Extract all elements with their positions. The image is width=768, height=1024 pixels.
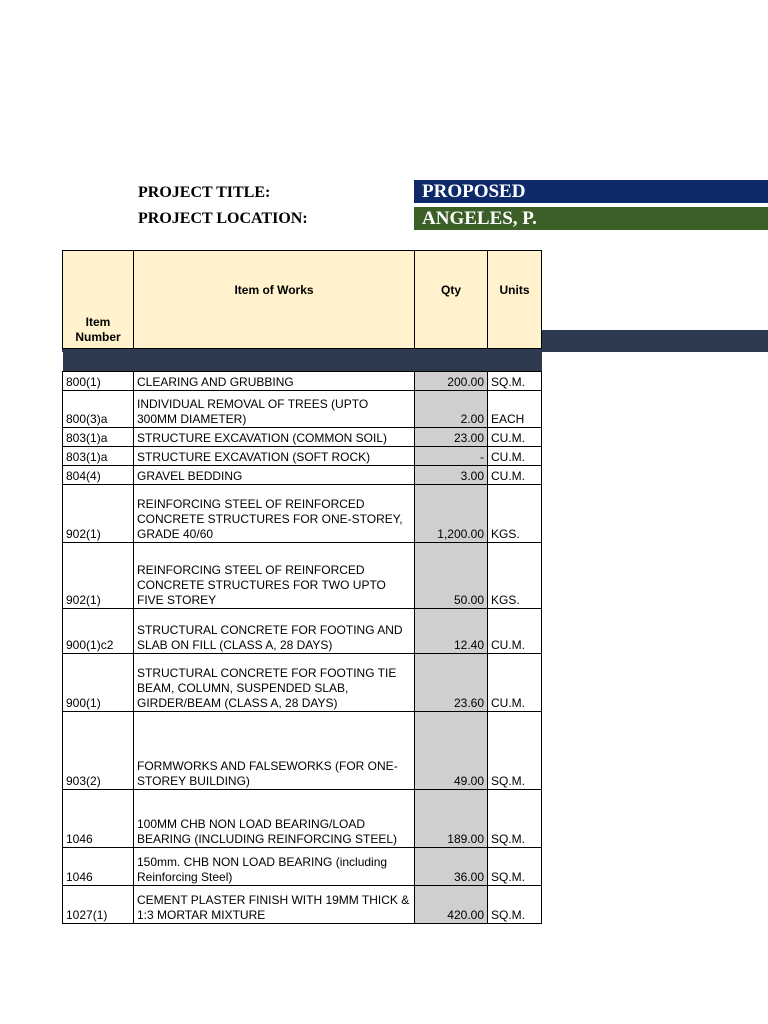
project-location-value xyxy=(414,207,768,230)
project-title-text: PROPOSED xyxy=(422,181,526,202)
table-header-row xyxy=(63,251,542,349)
cell-item-of-works: STRUCTURAL CONCRETE FOR FOOTING AND SLAB ON FILL (CLASS A, 28 DAYS) xyxy=(134,609,415,654)
cell-item-of-works: 100MM CHB NON LOAD BEARING/LOAD BEARING (INCLUDING REINFORCING STEEL) xyxy=(134,790,415,848)
cell-item-number: 902(1) xyxy=(63,485,134,543)
cell-item-number: 1027(1) xyxy=(63,886,134,924)
table-row xyxy=(63,466,542,485)
cell-units: CU.M. xyxy=(488,609,542,654)
cell-item-number: 903(2) xyxy=(63,712,134,790)
cell-item-of-works: STRUCTURE EXCAVATION (COMMON SOIL) xyxy=(134,428,415,447)
bill-of-quantities-table xyxy=(62,250,542,924)
cell-qty: 189.00 xyxy=(415,790,488,848)
cell-qty: 49.00 xyxy=(415,712,488,790)
section-band-row xyxy=(63,349,542,372)
table-row xyxy=(63,609,542,654)
cell-units: SQ.M. xyxy=(488,790,542,848)
cell-units: SQ.M. xyxy=(488,848,542,886)
table-row xyxy=(63,391,542,428)
cell-item-number: 800(1) xyxy=(63,372,134,391)
table-row xyxy=(63,485,542,543)
table-row xyxy=(63,886,542,924)
cell-item-of-works: 150mm. CHB NON LOAD BEARING (including Reinforcing Steel) xyxy=(134,848,415,886)
project-title-label: PROJECT TITLE: xyxy=(138,184,271,201)
cell-item-number: 1046 xyxy=(63,848,134,886)
cell-item-of-works: GRAVEL BEDDING xyxy=(134,466,415,485)
cell-units: SQ.M. xyxy=(488,372,542,391)
cell-qty: 1,200.00 xyxy=(415,485,488,543)
cell-units: KGS. xyxy=(488,543,542,609)
cell-units: SQ.M. xyxy=(488,886,542,924)
cell-qty: 200.00 xyxy=(415,372,488,391)
col-header-item-number xyxy=(63,251,134,349)
cell-item-number: 804(4) xyxy=(63,466,134,485)
project-title-value xyxy=(414,180,768,203)
cell-item-number: 800(3)a xyxy=(63,391,134,428)
cell-item-of-works: FORMWORKS AND FALSEWORKS (FOR ONE-STOREY BUILDING) xyxy=(134,712,415,790)
cell-item-of-works: INDIVIDUAL REMOVAL OF TREES (UPTO 300MM DIAMETER) xyxy=(134,391,415,428)
cell-item-of-works: STRUCTURAL CONCRETE FOR FOOTING TIE BEAM, COLUMN, SUSPENDED SLAB, GIRDER/BEAM (CLASS A, 28 DAYS) xyxy=(134,654,415,712)
cell-qty: 3.00 xyxy=(415,466,488,485)
cell-item-of-works: REINFORCING STEEL OF REINFORCED CONCRETE STRUCTURES FOR TWO UPTO FIVE STOREY xyxy=(134,543,415,609)
cell-item-of-works: REINFORCING STEEL OF REINFORCED CONCRETE STRUCTURES FOR ONE-STOREY, GRADE 40/60 xyxy=(134,485,415,543)
cell-item-of-works: CLEARING AND GRUBBING xyxy=(134,372,415,391)
cell-qty: 36.00 xyxy=(415,848,488,886)
col-header-qty: Qty xyxy=(415,251,488,349)
cell-item-number: 900(1) xyxy=(63,654,134,712)
cell-units: CU.M. xyxy=(488,654,542,712)
col-header-item-number-text: Item Number xyxy=(75,315,121,344)
cell-item-of-works: CEMENT PLASTER FINISH WITH 19MM THICK & 1:3 MORTAR MIXTURE xyxy=(134,886,415,924)
cell-qty: 420.00 xyxy=(415,886,488,924)
cell-qty: 12.40 xyxy=(415,609,488,654)
table-row xyxy=(63,543,542,609)
cell-units: CU.M. xyxy=(488,466,542,485)
cell-units: EACH xyxy=(488,391,542,428)
cell-item-number: 900(1)c2 xyxy=(63,609,134,654)
cell-qty: 23.60 xyxy=(415,654,488,712)
cell-units: CU.M. xyxy=(488,447,542,466)
cell-units: CU.M. xyxy=(488,428,542,447)
cell-qty: 50.00 xyxy=(415,543,488,609)
cell-qty: 2.00 xyxy=(415,391,488,428)
table-row xyxy=(63,372,542,391)
cell-qty: 23.00 xyxy=(415,428,488,447)
table-row xyxy=(63,654,542,712)
cell-qty: - xyxy=(415,447,488,466)
table-row xyxy=(63,447,542,466)
cell-item-number: 803(1)a xyxy=(63,428,134,447)
project-location-text: ANGELES, P. xyxy=(422,208,537,229)
col-header-units: Units xyxy=(488,251,542,349)
table-row xyxy=(63,848,542,886)
table-row xyxy=(63,712,542,790)
cell-item-number: 803(1)a xyxy=(63,447,134,466)
cell-units: SQ.M. xyxy=(488,712,542,790)
col-header-item-of-works: Item of Works xyxy=(134,251,415,349)
table-row xyxy=(63,790,542,848)
table-row xyxy=(63,428,542,447)
cell-item-number: 902(1) xyxy=(63,543,134,609)
cell-item-number: 1046 xyxy=(63,790,134,848)
cell-item-of-works: STRUCTURE EXCAVATION (SOFT ROCK) xyxy=(134,447,415,466)
cell-units: KGS. xyxy=(488,485,542,543)
project-location-label: PROJECT LOCATION: xyxy=(138,210,308,227)
